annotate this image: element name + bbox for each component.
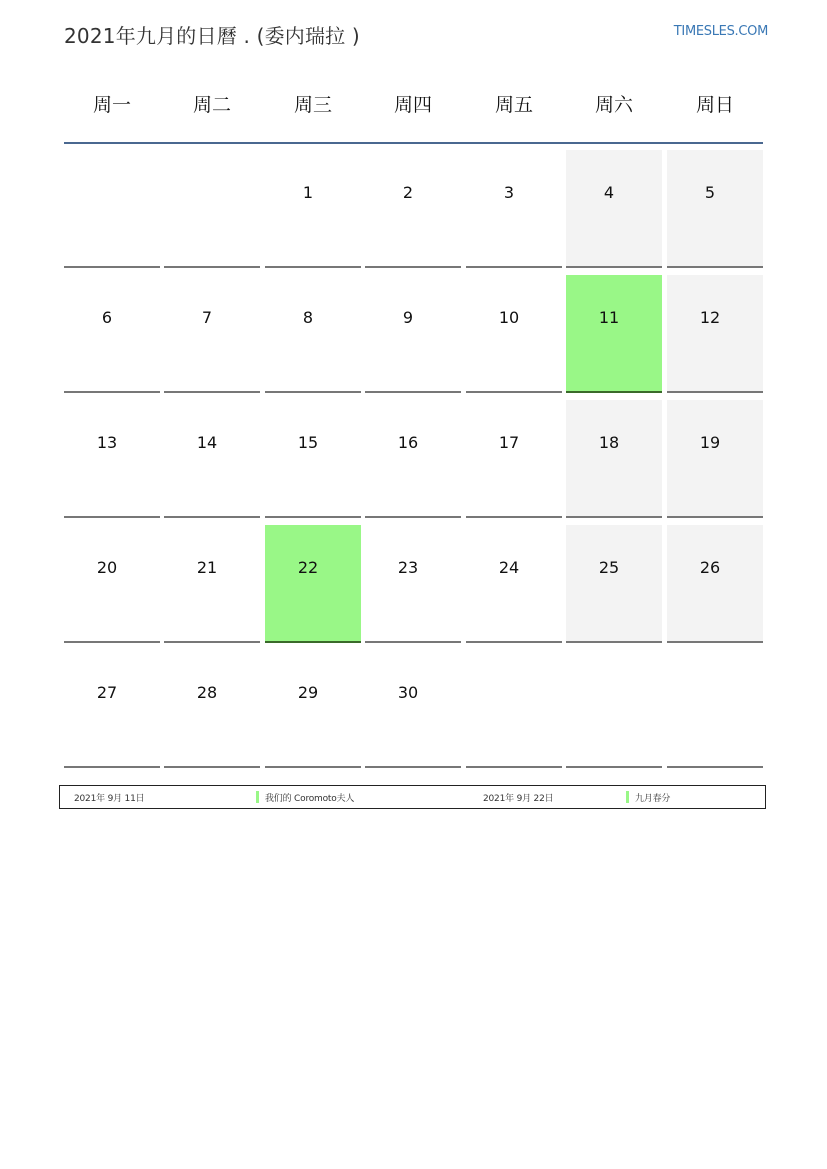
header-divider: [64, 142, 763, 144]
day-number: 15: [297, 433, 319, 452]
day-cell[interactable]: [566, 400, 662, 518]
weekday-fri: 周五: [494, 94, 533, 116]
weekday-header-row: [64, 90, 764, 120]
day-number: 21: [196, 558, 218, 577]
weekday-sat: 周六: [594, 94, 633, 116]
day-cell[interactable]: [164, 400, 260, 518]
legend-date: 2021年 9月 11日: [74, 794, 145, 804]
weekday-wed: 周三: [293, 94, 332, 116]
legend-holiday-name: 我们的 Coromoto夫人: [265, 794, 355, 804]
day-cell[interactable]: [365, 650, 461, 768]
day-cell[interactable]: [164, 275, 260, 393]
day-cell[interactable]: [466, 400, 562, 518]
day-number: 17: [498, 433, 520, 452]
day-cell[interactable]: [667, 400, 763, 518]
day-cell[interactable]: [265, 150, 361, 268]
empty-day-cell: [566, 650, 662, 768]
day-cell[interactable]: [164, 525, 260, 643]
legend-color-marker: [256, 791, 259, 803]
day-cell[interactable]: [566, 525, 662, 643]
weekday-thu: 周四: [393, 94, 432, 116]
empty-day-cell: [667, 650, 763, 768]
day-number: 29: [297, 683, 319, 702]
day-number: 28: [196, 683, 218, 702]
day-number: 13: [96, 433, 118, 452]
day-number: 2: [402, 183, 414, 202]
day-number: 19: [699, 433, 721, 452]
day-number: 10: [498, 308, 520, 327]
day-cell[interactable]: [64, 275, 160, 393]
page-title: 2021年九月的日曆 . (委内瑞拉 ): [64, 24, 360, 48]
day-cell[interactable]: [64, 650, 160, 768]
day-cell[interactable]: [466, 275, 562, 393]
day-number: 1: [302, 183, 314, 202]
day-cell[interactable]: [265, 275, 361, 393]
day-cell[interactable]: [365, 275, 461, 393]
day-number: 20: [96, 558, 118, 577]
holiday-legend: [59, 785, 766, 809]
day-cell[interactable]: [365, 525, 461, 643]
day-number: 8: [302, 308, 314, 327]
legend-color-marker: [626, 791, 629, 803]
day-cell[interactable]: [64, 400, 160, 518]
day-cell[interactable]: [566, 275, 662, 393]
day-cell[interactable]: [64, 525, 160, 643]
legend-holiday-name: 九月春分: [635, 794, 671, 804]
day-number: 9: [402, 308, 414, 327]
day-cell[interactable]: [466, 525, 562, 643]
day-number: 16: [397, 433, 419, 452]
empty-day-cell: [164, 150, 260, 268]
day-number: 22: [297, 558, 319, 577]
day-number: 12: [699, 308, 721, 327]
site-link[interactable]: TIMESLES.COM: [673, 24, 768, 39]
day-cell[interactable]: [466, 150, 562, 268]
day-number: 6: [101, 308, 113, 327]
day-cell[interactable]: [265, 650, 361, 768]
day-number: 24: [498, 558, 520, 577]
empty-day-cell: [64, 150, 160, 268]
day-cell[interactable]: [365, 150, 461, 268]
legend-date: 2021年 9月 22日: [483, 794, 554, 804]
day-number: 23: [397, 558, 419, 577]
day-number: 25: [598, 558, 620, 577]
day-number: 4: [603, 183, 615, 202]
day-number: 14: [196, 433, 218, 452]
day-number: 11: [598, 308, 620, 327]
day-number: 30: [397, 683, 419, 702]
day-cell[interactable]: [566, 150, 662, 268]
day-number: 18: [598, 433, 620, 452]
day-cell[interactable]: [265, 400, 361, 518]
day-cell[interactable]: [667, 275, 763, 393]
day-number: 7: [201, 308, 213, 327]
weekday-tue: 周二: [192, 94, 231, 116]
day-cell[interactable]: [164, 650, 260, 768]
weekday-mon: 周一: [92, 94, 131, 116]
empty-day-cell: [466, 650, 562, 768]
day-cell[interactable]: [667, 150, 763, 268]
day-number: 27: [96, 683, 118, 702]
day-number: 5: [704, 183, 716, 202]
day-cell[interactable]: [265, 525, 361, 643]
calendar-grid: [64, 150, 764, 770]
day-cell[interactable]: [365, 400, 461, 518]
weekday-sun: 周日: [695, 94, 734, 116]
day-number: 3: [503, 183, 515, 202]
day-cell[interactable]: [667, 525, 763, 643]
day-number: 26: [699, 558, 721, 577]
